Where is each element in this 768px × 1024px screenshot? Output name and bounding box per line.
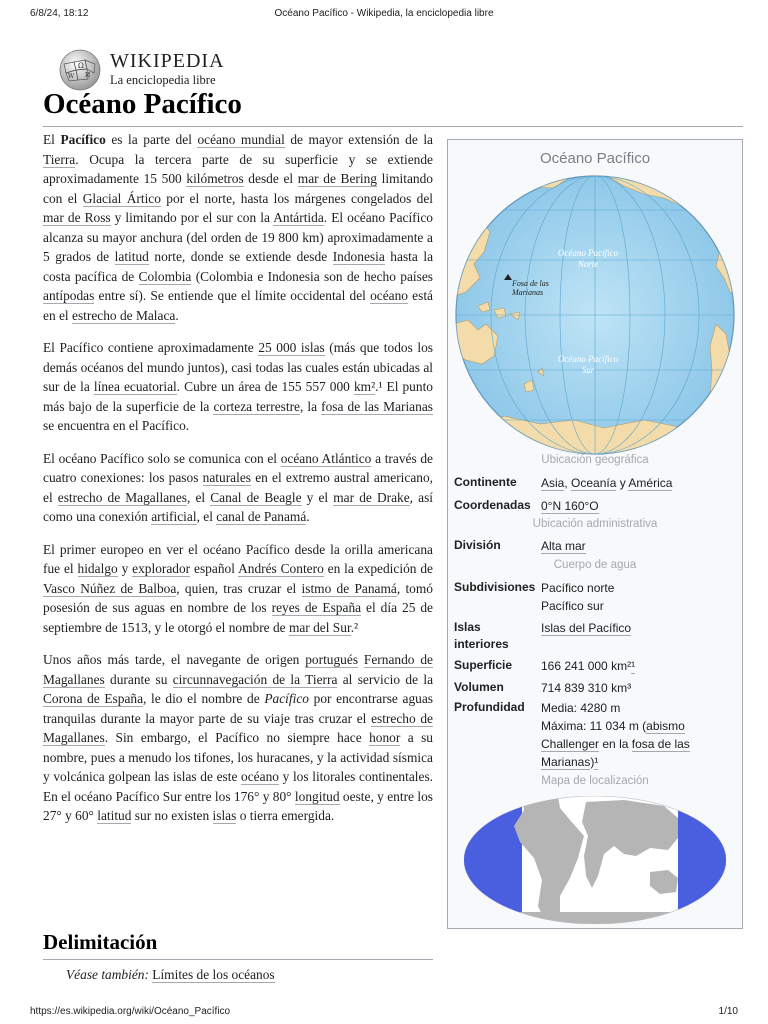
wiki-link[interactable]: naturales [202, 470, 251, 485]
row-label: Subdivisiones [454, 580, 536, 594]
wiki-link[interactable]: abismo Challenger [541, 719, 685, 751]
world-locator-map[interactable] [464, 796, 726, 924]
wiki-link[interactable]: Canal de Beagle [210, 489, 302, 505]
caption-location: Ubicación geográfica [541, 454, 649, 466]
section-heading-delimitacion: Delimitación [43, 930, 158, 954]
wiki-link[interactable]: artificial [151, 509, 197, 524]
subdivision-item: Pacífico sur [541, 599, 604, 613]
map-label-south: Océano Pacífico [557, 354, 619, 364]
row-value: Media: 4280 m Máxima: 11 034 m (abismo Challenger en la fosa de las Marianas)¹ [541, 701, 690, 769]
infobox [447, 139, 743, 929]
print-page-title: Océano Pacífico - Wikipedia, la enciclopedia libre [274, 8, 494, 19]
wiki-link[interactable]: circunnavegación de la Tierra [172, 671, 338, 687]
row-label: Continente [454, 475, 517, 489]
wiki-link[interactable]: kilómetros [186, 171, 244, 186]
wiki-link[interactable]: océano [241, 769, 279, 784]
row-value: Asia, Oceanía y América [541, 476, 673, 490]
see-also-note [66, 967, 275, 983]
row-value: 714 839 310 km³ [541, 681, 632, 695]
wiki-link[interactable]: Corona de España [43, 691, 144, 706]
caption-map: Mapa de localización [541, 775, 649, 787]
row-value [541, 619, 737, 637]
wiki-link[interactable]: América [628, 476, 673, 490]
page-title: Océano Pacífico [43, 88, 242, 120]
print-date: 6/8/24, 18:12 [30, 8, 89, 19]
wiki-link[interactable]: Alta mar [541, 539, 586, 553]
pacific-globe-map[interactable] [454, 174, 736, 456]
wiki-link[interactable]: océano Atlántico [280, 450, 372, 466]
wiki-link[interactable]: antípodas [43, 288, 95, 303]
svg-text:Sur: Sur [581, 365, 595, 375]
wiki-link[interactable]: mar del Sur [288, 619, 351, 635]
wiki-link[interactable]: Andrés Contero [238, 561, 324, 576]
wikipedia-wordmark: WIKIPEDIA [110, 50, 225, 72]
wiki-link[interactable]: océano [370, 288, 408, 303]
wiki-link[interactable]: 0°N 160°O [541, 499, 599, 513]
print-url: https://es.wikipedia.org/wiki/Océano_Pacífico [30, 1006, 231, 1017]
subdivision-item: Pacífico norte [541, 581, 615, 595]
see-also-link[interactable]: Límites de los océanos [152, 967, 275, 982]
caption-body: Cuerpo de agua [553, 559, 637, 571]
row-label: División [454, 538, 501, 552]
wiki-link[interactable]: honor [369, 730, 401, 745]
wiki-link[interactable]: hidalgo [77, 561, 118, 576]
wiki-link[interactable]: Indonesia [332, 249, 385, 264]
wiki-link[interactable]: estrecho de Malaca [72, 307, 176, 323]
wiki-link[interactable]: Islas del Pacífico [541, 621, 632, 635]
article-paragraph: El océano Pacífico solo se comunica con el océano Atlántico a través de cuatro conexiones: los pasos naturales en el extremo austral americano, el estrecho de Magallanes, el Canal de Beagle y el mar de Drake, así como una conexión artificial, el canal de Panamá. [43, 450, 434, 524]
wiki-link[interactable]: corteza terrestre [213, 398, 301, 414]
wiki-link[interactable]: Oceanía [571, 476, 617, 490]
wiki-link[interactable]: canal de Panamá [216, 509, 307, 524]
article-paragraph: El Pacífico contiene aproximadamente 25 000 islas (más que todos los demás océanos del mundo juntos), casi todas las cuales están ubicadas al sur de la línea ecuatorial. Cubre un área de 155 557 000 km².¹ El punto más bajo de la superficie de la corteza terrestre, la fosa de las Marianas se encuentra en el Pacífico. [43, 340, 433, 433]
article-paragraph: Unos años más tarde, el navegante de origen portugués Fernando de Magallanes durante su circunnavegación de la Tierra al servicio de la Corona de España, le dio el nombre de Pacífico por encontrarse aguas tranquilas durante la mayor parte de su viaje tras cruzar el estrecho de Magallanes. Sin embargo, el Pacífico no siempre hace honor a su nombre, pues a menudo los tifones, los huracanes, y la actividad sísmica y volcánica golpean las islas de este océano y los litorales continentales. En el océano Pacífico Sur entre los 176° y 80° longitud oeste, y entre los 27° y 60° latitud sur no existen islas o tierra emergida. [43, 652, 434, 823]
wiki-link[interactable]: longitud [294, 788, 340, 804]
puzzle-globe-icon [58, 48, 102, 92]
wiki-link[interactable]: océano mundial [197, 132, 285, 147]
wiki-link[interactable]: istmo de Panamá [301, 580, 397, 596]
italic-text: Pacífico [264, 691, 309, 706]
wiki-link[interactable]: islas [212, 808, 237, 823]
row-label: Islas interiores [454, 620, 509, 651]
svg-text:Norte: Norte [577, 259, 599, 269]
row-label: Superficie [454, 658, 513, 672]
wiki-link[interactable]: Tierra [43, 151, 76, 167]
print-header [0, 0, 768, 28]
article-paragraph: El primer europeo en ver el océano Pacífico desde la orilla americana fue el hidalgo y explorador español Andrés Contero en la expedición de Vasco Núñez de Balboa, quien, tras cruzar el istmo de Panamá, tomó posesión de sus aguas en nombre de los reyes de España el día 25 de septiembre de 1513, y le otorgó el nombre de mar del Sur.² [43, 541, 433, 635]
row-value: 166 241 000 km²¹ [541, 659, 636, 673]
wiki-link[interactable]: estrecho de Magallanes [43, 710, 433, 745]
map-label-trench: Fosa de las [512, 279, 549, 288]
wiki-link[interactable]: línea ecuatorial [93, 379, 177, 394]
svg-text:Marianas: Marianas [512, 288, 544, 297]
wiki-link[interactable]: mar de Ross [43, 210, 111, 225]
wiki-link[interactable]: portugués [305, 652, 359, 667]
row-label: Volumen [454, 680, 504, 694]
article-body [43, 130, 433, 839]
section-divider [43, 959, 433, 960]
wiki-link[interactable]: latitud [97, 808, 132, 823]
wiki-link[interactable]: fosa de las Marianas [541, 737, 690, 769]
bold-text: Pacífico [60, 132, 106, 147]
wiki-link[interactable]: mar de Drake [333, 489, 410, 505]
wiki-link[interactable]: km² [353, 379, 376, 394]
wiki-link[interactable]: ¹ [631, 659, 636, 673]
wiki-link[interactable]: Vasco Núñez de Balboa [43, 580, 177, 596]
caption-admin: Ubicación administrativa [532, 518, 658, 530]
row-value [541, 497, 737, 515]
map-label-north: Océano Pacífico [557, 248, 619, 258]
svg-text:И: И [85, 72, 91, 79]
wikipedia-logo[interactable] [58, 46, 258, 90]
infobox-title: Océano Pacífico [539, 150, 651, 167]
article-paragraph: El Pacífico es la parte del océano mundial de mayor extensión de la Tierra. Ocupa la tercera parte de su superficie y se extiende aproximadamente 15 500 kilómetros desde el mar de Bering limitando con el Glacial Ártico por el norte, hasta los márgenes congelados del mar de Ross y limitando por el sur con la Antártida. El océano Pacífico alcanza su mayor anchura (del orden de 19 800 km) aproximadamente a 5 grados de latitud norte, donde se extiende desde Indonesia hasta la costa pacífica de Colombia (Colombia e Indonesia son de hecho países antípodas entre sí). Se entiende que el límite occidental del océano está en el estrecho de Malaca. [43, 132, 434, 323]
wiki-link[interactable]: 25 000 islas [258, 340, 325, 355]
title-divider [43, 126, 743, 127]
row-value [541, 537, 737, 555]
print-footer [0, 998, 768, 1024]
wiki-link[interactable]: ¹ [594, 755, 599, 769]
row-label: Coordenadas [454, 498, 531, 512]
wiki-link[interactable]: Glacial Ártico [82, 190, 161, 206]
wikipedia-tagline: La enciclopedia libre [110, 73, 216, 87]
wiki-link[interactable]: reyes de España [271, 600, 362, 615]
wiki-link[interactable]: latitud [114, 249, 149, 264]
wiki-link[interactable]: Asia [541, 476, 565, 490]
wiki-link[interactable]: Colombia [138, 268, 192, 284]
print-page-number: 1/10 [718, 1006, 738, 1017]
wiki-link[interactable]: estrecho de Magallanes [57, 489, 187, 505]
see-also-label: Véase también: [66, 967, 149, 982]
svg-text:W: W [68, 73, 75, 80]
row-value [541, 579, 737, 615]
wiki-link[interactable]: mar de Bering [297, 171, 377, 186]
wiki-link[interactable]: Fernando de Magallanes [43, 652, 433, 687]
svg-text:Ω: Ω [78, 62, 84, 70]
row-label: Profundidad [454, 700, 525, 714]
wiki-link[interactable]: explorador [132, 561, 191, 576]
wiki-link[interactable]: Antártida [273, 210, 324, 225]
wiki-link[interactable]: fosa de las Marianas [321, 398, 433, 414]
